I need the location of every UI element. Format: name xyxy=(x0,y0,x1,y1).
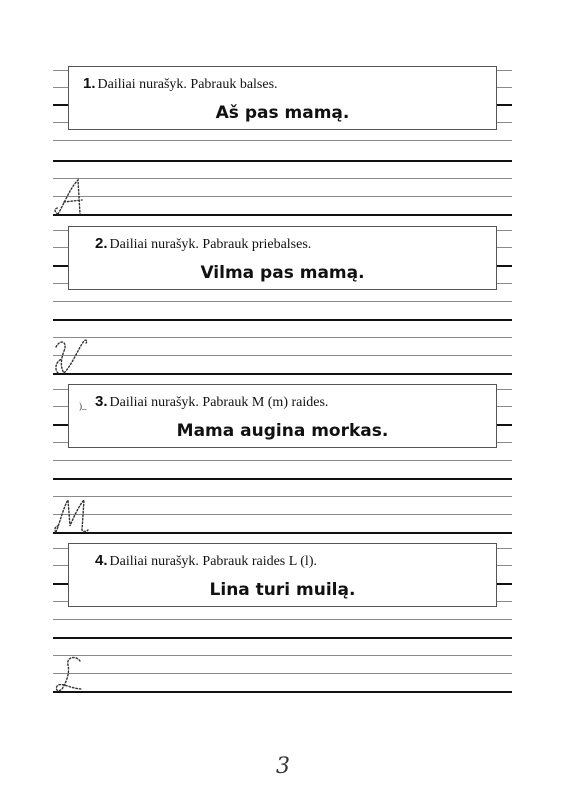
exercise-number: 3. xyxy=(95,393,108,410)
exercise-instruction xyxy=(95,552,317,570)
ruling-line xyxy=(53,514,512,515)
ruling-line xyxy=(53,655,512,656)
exercise-box-3 xyxy=(68,384,497,448)
ruling-line xyxy=(53,691,512,693)
exercise-box-1 xyxy=(68,66,497,130)
ruling-line xyxy=(53,319,512,321)
exercise-box-4 xyxy=(68,543,497,607)
exercise-sentence: Aš pas mamą. xyxy=(215,103,350,123)
exercise-sentence: Lina turi muilą. xyxy=(209,580,356,600)
ruling-line xyxy=(53,355,512,356)
ruling-line xyxy=(53,373,512,375)
stray-mark: )_ xyxy=(79,401,87,411)
instruction-text: Dailiai nurašyk. Pabrauk balses. xyxy=(97,77,278,92)
exercise-number: 4. xyxy=(95,552,108,569)
exercise-instruction xyxy=(95,235,311,253)
exercise-sentence: Vilma pas mamą. xyxy=(200,263,365,283)
ruling-line xyxy=(53,301,512,302)
ruling-line xyxy=(53,478,512,480)
tracing-letter-v xyxy=(52,337,92,375)
ruling-line xyxy=(53,160,512,162)
ruling-line xyxy=(53,532,512,534)
instruction-text: Dailiai nurašyk. Pabrauk M (m) raides. xyxy=(109,395,329,410)
exercise-instruction xyxy=(83,75,278,93)
ruling-line xyxy=(53,673,512,674)
instruction-text: Dailiai nurašyk. Pabrauk raides L (l). xyxy=(109,554,317,569)
page-number: 3 xyxy=(276,754,290,779)
ruling-line xyxy=(53,637,512,639)
ruling-line xyxy=(53,140,512,141)
exercise-number: 2. xyxy=(95,235,108,252)
ruling-line xyxy=(53,460,512,461)
ruling-line xyxy=(53,619,512,620)
exercise-box-2 xyxy=(68,226,497,290)
exercise-sentence: Mama augina morkas. xyxy=(176,421,389,441)
tracing-letter-a xyxy=(52,178,92,216)
exercise-number: 1. xyxy=(83,75,96,92)
ruling-line xyxy=(53,196,512,197)
ruling-line xyxy=(53,496,512,497)
ruling-line xyxy=(53,178,512,179)
ruling-line xyxy=(53,214,512,216)
ruling-line xyxy=(53,337,512,338)
instruction-text: Dailiai nurašyk. Pabrauk priebalses. xyxy=(109,237,312,252)
exercise-instruction xyxy=(95,393,328,411)
tracing-letter-m xyxy=(52,496,92,534)
tracing-letter-l xyxy=(52,655,92,693)
